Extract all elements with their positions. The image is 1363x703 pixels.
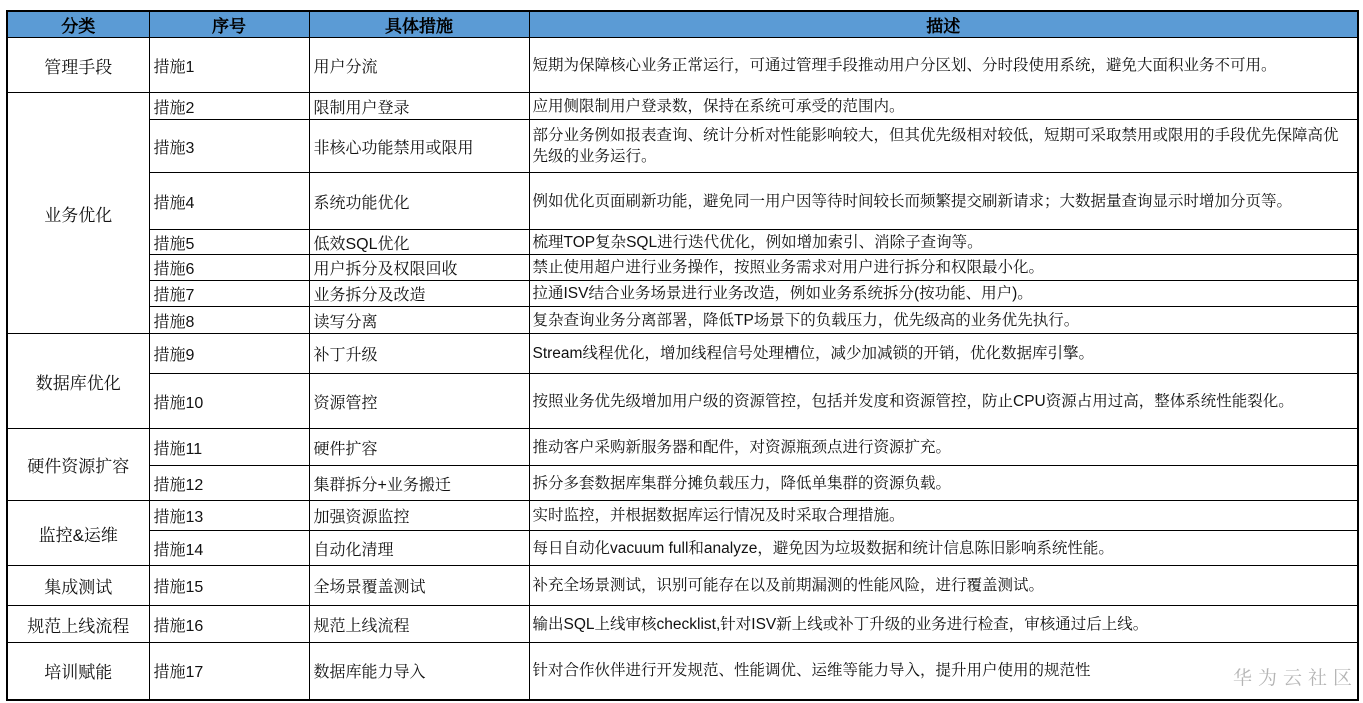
measure-name-cell: 加强资源监控 bbox=[309, 501, 529, 531]
category-cell: 监控&运维 bbox=[7, 501, 149, 566]
description-cell: 梳理TOP复杂SQL进行迭代优化，例如增加索引、消除子查询等。 bbox=[529, 230, 1358, 255]
description-cell: 每日自动化vacuum full和analyze，避免因为垃圾数据和统计信息陈旧影响系统性能。 bbox=[529, 531, 1358, 566]
header-index: 序号 bbox=[149, 11, 309, 38]
description-cell: 短期为保障核心业务正常运行，可通过管理手段推动用户分区划、分时段使用系统，避免大面积业务不可用。 bbox=[529, 38, 1358, 93]
measure-id-cell: 措施15 bbox=[149, 566, 309, 606]
measure-name-cell: 低效SQL优化 bbox=[309, 230, 529, 255]
measure-name-cell: 用户分流 bbox=[309, 38, 529, 93]
table-row bbox=[7, 120, 1358, 173]
table-row bbox=[7, 374, 1358, 429]
category-cell: 规范上线流程 bbox=[7, 606, 149, 643]
measures-table bbox=[6, 10, 1359, 701]
measure-name-cell: 限制用户登录 bbox=[309, 93, 529, 120]
description-cell: 拉通ISV结合业务场景进行业务改造，例如业务系统拆分(按功能、用户)。 bbox=[529, 281, 1358, 307]
table-row bbox=[7, 281, 1358, 307]
measure-name-cell: 资源管控 bbox=[309, 374, 529, 429]
measure-name-cell: 规范上线流程 bbox=[309, 606, 529, 643]
table-row bbox=[7, 38, 1358, 93]
measure-id-cell: 措施4 bbox=[149, 173, 309, 230]
measure-id-cell: 措施13 bbox=[149, 501, 309, 531]
table-row bbox=[7, 429, 1358, 466]
description-cell: Stream线程优化，增加线程信号处理槽位，减少加减锁的开销，优化数据库引擎。 bbox=[529, 334, 1358, 374]
measure-id-cell: 措施11 bbox=[149, 429, 309, 466]
category-cell: 数据库优化 bbox=[7, 334, 149, 429]
category-cell: 业务优化 bbox=[7, 93, 149, 334]
category-cell: 管理手段 bbox=[7, 38, 149, 93]
table-row bbox=[7, 643, 1358, 700]
measure-id-cell: 措施3 bbox=[149, 120, 309, 173]
description-cell: 针对合作伙伴进行开发规范、性能调优、运维等能力导入，提升用户使用的规范性 bbox=[529, 643, 1358, 700]
measure-id-cell: 措施17 bbox=[149, 643, 309, 700]
description-cell: 例如优化页面刷新功能，避免同一用户因等待时间较长而频繁提交刷新请求；大数据量查询显示时增加分页等。 bbox=[529, 173, 1358, 230]
table-row bbox=[7, 566, 1358, 606]
measure-id-cell: 措施10 bbox=[149, 374, 309, 429]
table-row bbox=[7, 93, 1358, 120]
table-row bbox=[7, 334, 1358, 374]
description-cell: 部分业务例如报表查询、统计分析对性能影响较大，但其优先级相对较低，短期可采取禁用或限用的手段优先保障高优先级的业务运行。 bbox=[529, 120, 1358, 173]
table-row bbox=[7, 255, 1358, 281]
table-row bbox=[7, 173, 1358, 230]
category-cell: 集成测试 bbox=[7, 566, 149, 606]
measure-id-cell: 措施7 bbox=[149, 281, 309, 307]
measure-name-cell: 补丁升级 bbox=[309, 334, 529, 374]
measure-name-cell: 硬件扩容 bbox=[309, 429, 529, 466]
description-cell: 禁止使用超户进行业务操作，按照业务需求对用户进行拆分和权限最小化。 bbox=[529, 255, 1358, 281]
table-row bbox=[7, 307, 1358, 334]
huawei-cloud-community-watermark: 华为云社区 bbox=[1232, 668, 1358, 689]
measure-name-cell: 读写分离 bbox=[309, 307, 529, 334]
description-cell: 实时监控，并根据数据库运行情况及时采取合理措施。 bbox=[529, 501, 1358, 531]
description-cell: 推动客户采购新服务器和配件，对资源瓶颈点进行资源扩充。 bbox=[529, 429, 1358, 466]
measure-name-cell: 自动化清理 bbox=[309, 531, 529, 566]
measure-id-cell: 措施1 bbox=[149, 38, 309, 93]
description-cell: 复杂查询业务分离部署，降低TP场景下的负载压力，优先级高的业务优先执行。 bbox=[529, 307, 1358, 334]
table-row bbox=[7, 531, 1358, 566]
table-row bbox=[7, 230, 1358, 255]
table-row bbox=[7, 466, 1358, 501]
measure-name-cell: 全场景覆盖测试 bbox=[309, 566, 529, 606]
measure-id-cell: 措施14 bbox=[149, 531, 309, 566]
measure-id-cell: 措施16 bbox=[149, 606, 309, 643]
measure-id-cell: 措施5 bbox=[149, 230, 309, 255]
measure-name-cell: 系统功能优化 bbox=[309, 173, 529, 230]
description-cell: 补充全场景测试，识别可能存在以及前期漏测的性能风险，进行覆盖测试。 bbox=[529, 566, 1358, 606]
header-description: 描述 bbox=[529, 11, 1358, 38]
measure-name-cell: 非核心功能禁用或限用 bbox=[309, 120, 529, 173]
measure-id-cell: 措施2 bbox=[149, 93, 309, 120]
measure-id-cell: 措施9 bbox=[149, 334, 309, 374]
description-cell: 输出SQL上线审核checklist,针对ISV新上线或补丁升级的业务进行检查，审核通过后上线。 bbox=[529, 606, 1358, 643]
measure-id-cell: 措施12 bbox=[149, 466, 309, 501]
measure-name-cell: 集群拆分+业务搬迁 bbox=[309, 466, 529, 501]
table-row bbox=[7, 606, 1358, 643]
header-measure: 具体措施 bbox=[309, 11, 529, 38]
description-cell: 按照业务优先级增加用户级的资源管控，包括并发度和资源管控，防止CPU资源占用过高，整体系统性能裂化。 bbox=[529, 374, 1358, 429]
measures-table-container bbox=[6, 10, 1357, 701]
category-cell: 硬件资源扩容 bbox=[7, 429, 149, 501]
measure-name-cell: 业务拆分及改造 bbox=[309, 281, 529, 307]
header-category: 分类 bbox=[7, 11, 149, 38]
measure-id-cell: 措施6 bbox=[149, 255, 309, 281]
measure-name-cell: 数据库能力导入 bbox=[309, 643, 529, 700]
category-cell: 培训赋能 bbox=[7, 643, 149, 700]
description-cell: 拆分多套数据库集群分摊负载压力，降低单集群的资源负载。 bbox=[529, 466, 1358, 501]
header-row bbox=[7, 11, 1358, 38]
measure-id-cell: 措施8 bbox=[149, 307, 309, 334]
table-row bbox=[7, 501, 1358, 531]
description-cell: 应用侧限制用户登录数，保持在系统可承受的范围内。 bbox=[529, 93, 1358, 120]
measure-name-cell: 用户拆分及权限回收 bbox=[309, 255, 529, 281]
